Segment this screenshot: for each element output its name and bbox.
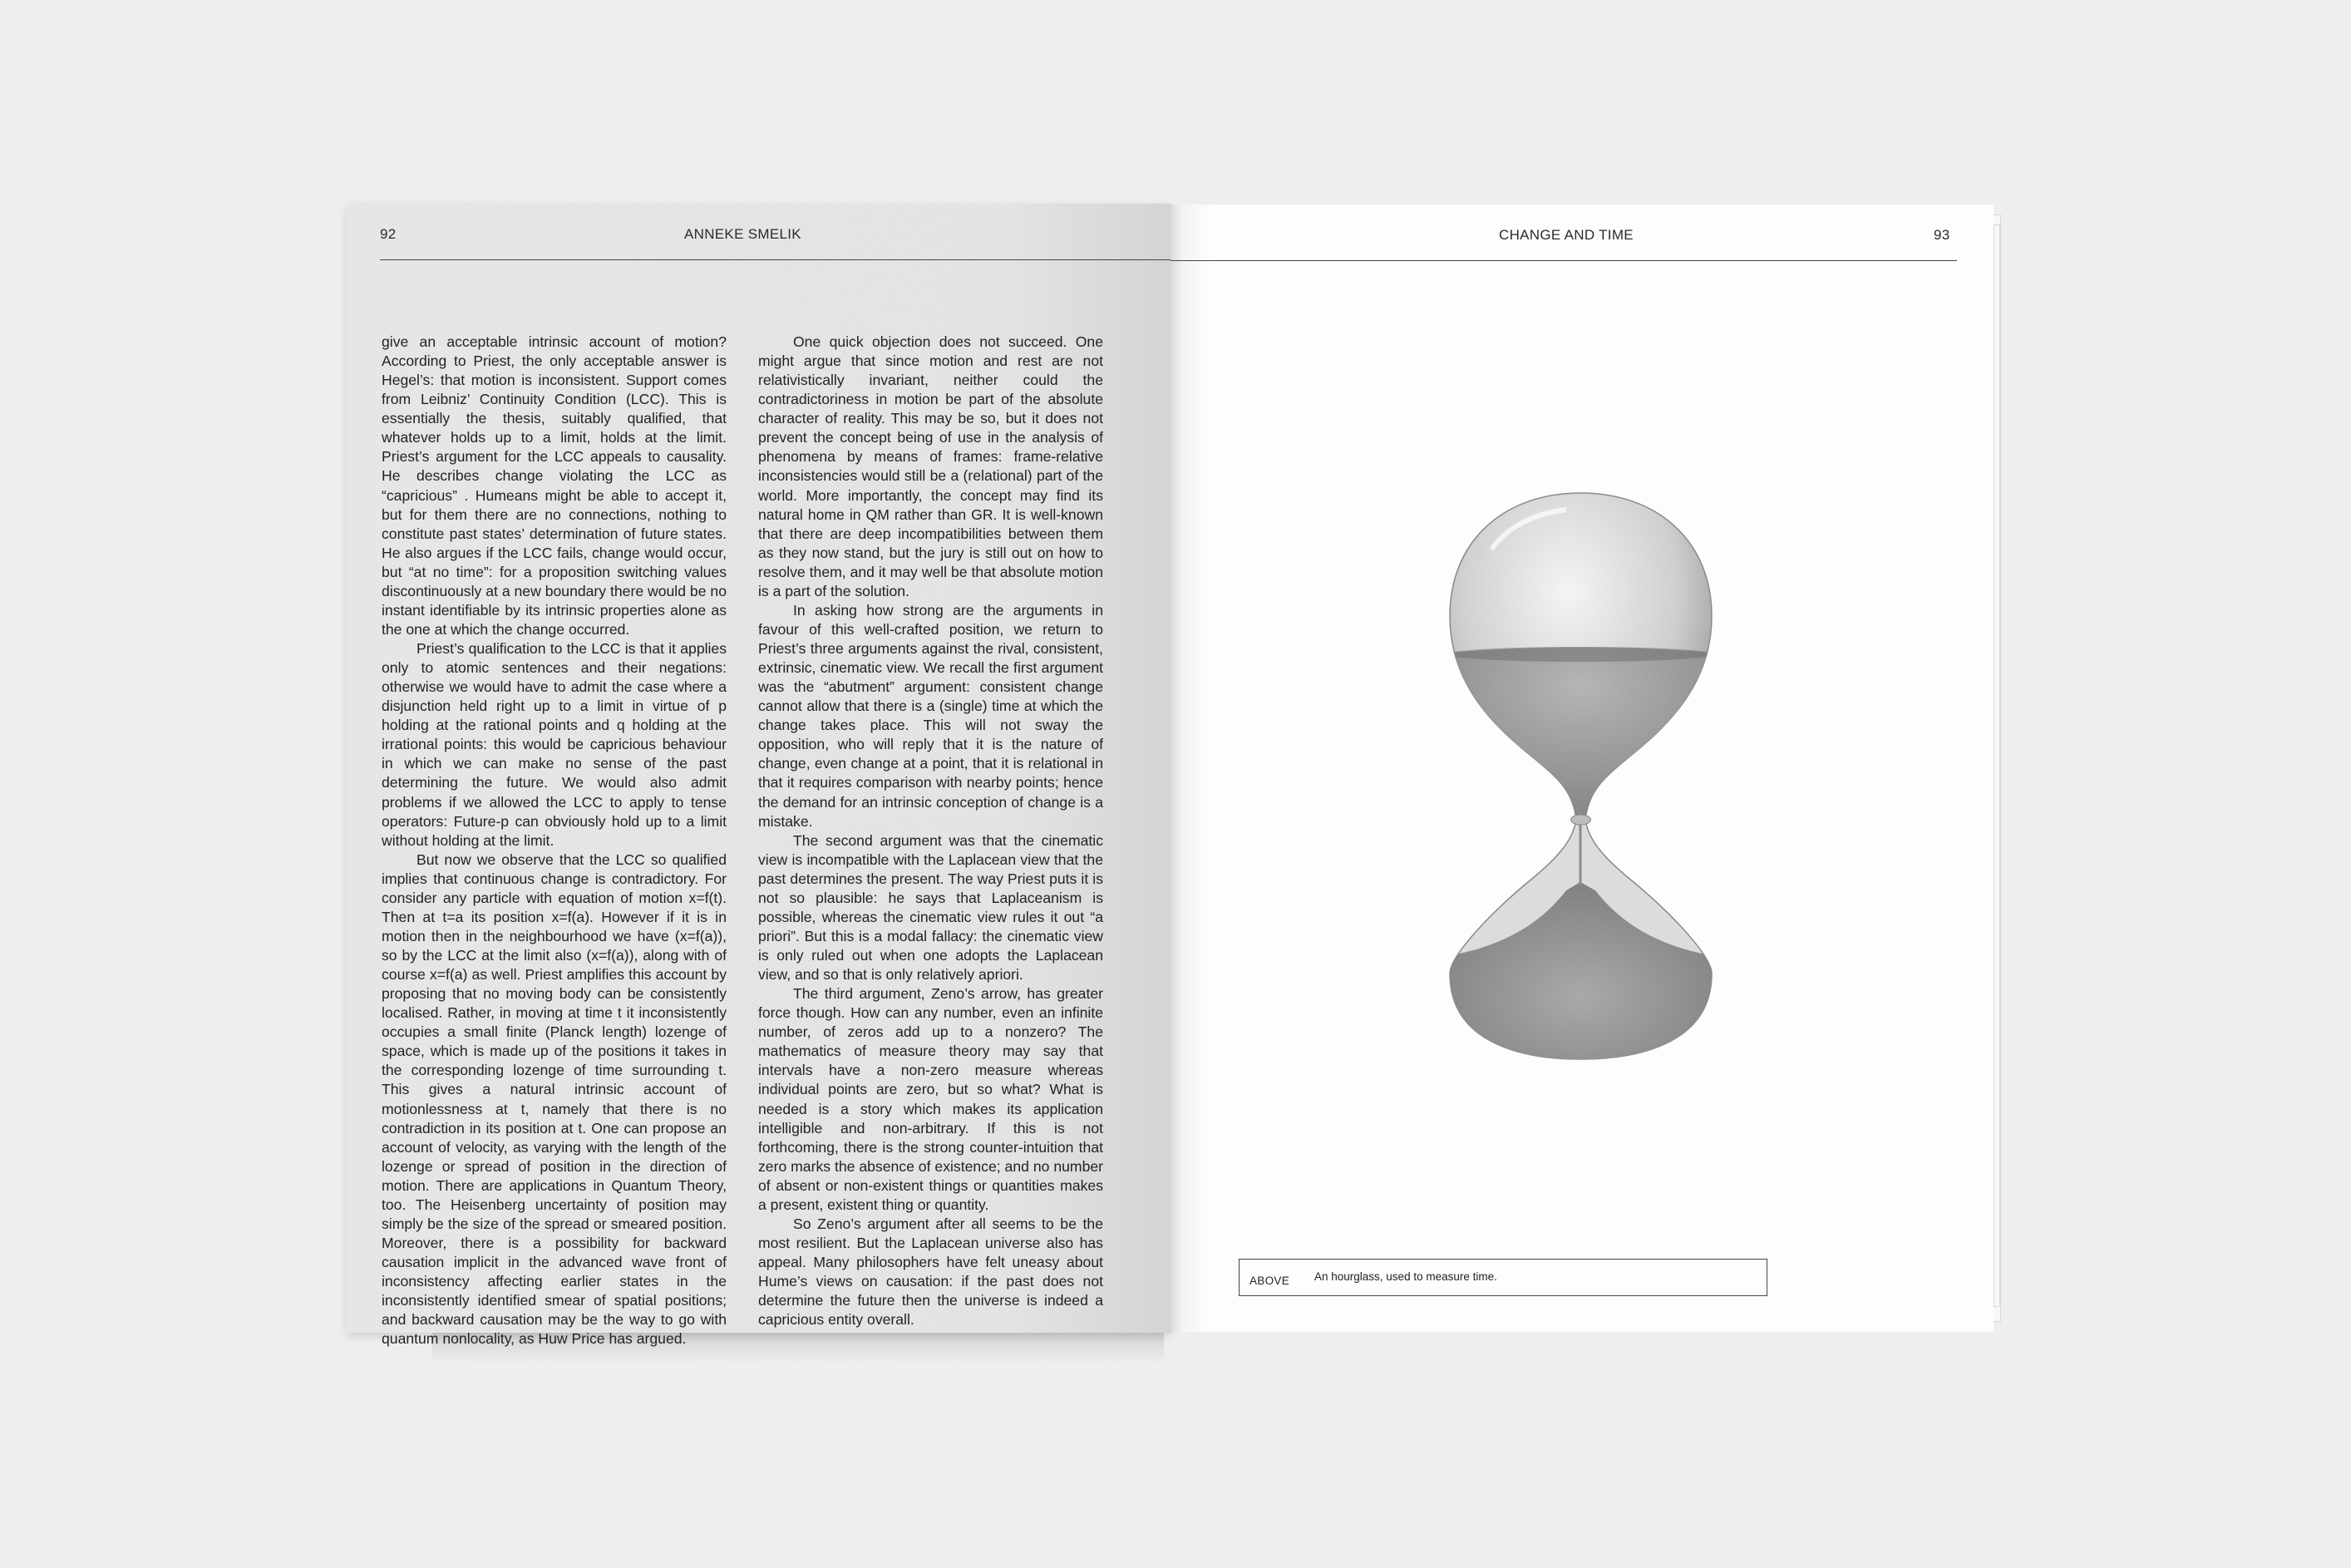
right-header-rule — [1171, 260, 1957, 261]
image-caption — [1239, 1259, 1767, 1296]
left-page — [347, 204, 1171, 1348]
text-column-2 — [758, 333, 1103, 1329]
body-paragraph: In asking how strong are the arguments in favour of this well-crafted position, we return to Priest’s three arguments against the rival, consistent, extrinsic, cinematic view. We recall the first argument was the “abutment” argument: consistent change cannot allow that there is a (single) time at which the change takes place. This will not sway the opposition, who will reply that it is the nature of change, even change at a point, that it is relational in that it requires comparison with nearby points; hence the demand for an intrinsic conception of change is a mistake. — [758, 601, 1103, 830]
page-stack-edge — [1994, 224, 2000, 1307]
body-paragraph: The third argument, Zeno’s arrow, has greater force though. How can any number, even an infinite number, of zeros add up to a nonzero? The mathematics of measure theory may say that intervals have a non-zero measure whereas individual points are zero, but so what? What is needed is a story which makes its application intelligible and non-arbitrary. If this is not forthcoming, there is the strong counter-intuition that zero marks the absence of existence; and no number of absent or non-existent things or quantities makes a present, existent thing or quantity. — [758, 985, 1103, 1213]
body-paragraph: The second argument was that the cinematic view is incompatible with the Laplacean view that the past determines the present. The way Priest puts it is not so plausible: he says that Laplaceanism is possible, whereas the cinematic view rules it out “a priori”. But this is a modal fallacy: the cinematic view is only ruled out when one adopts the Laplacean view, and so that is only relatively apriori. — [758, 831, 1103, 984]
left-running-head: ANNEKE SMELIK — [684, 226, 801, 242]
caption-text: An hourglass, used to measure time. — [1314, 1270, 1497, 1283]
right-page — [1171, 205, 1994, 1332]
body-paragraph: give an acceptable intrinsic account of motion? According to Priest, the only acceptable answer is Hegel’s: that motion is inconsistent. Support comes from Leibniz’ Continuity Condition (LCC). This is essentially the thesis, suitably qualified, that whatever holds up to a limit, holds at the limit. Priest’s argument for the LCC appeals to causality. He describes change violating the LCC as “capricious” . Humeans might be able to accept it, but for them there are no connections, nothing to constitute past states’ determination of future states. He also argues if the LCC fails, change would occur, but “at no time”: for a proposition switching values discontinuously at a new boundary there would be no instant identifiable by its intrinsic properties alone as the one at which the change occurred. — [382, 333, 727, 638]
left-page-number: 92 — [380, 226, 397, 242]
right-page-number: 93 — [1934, 227, 1950, 243]
text-column-1 — [382, 333, 727, 1348]
body-paragraph: So Zeno’s argument after all seems to be the most resilient. But the Laplacean universe also has appeal. Many philosophers have felt uneasy about Hume’s views on causation: if the past does not determine the future then the universe is indeed a capricious entity overall. — [758, 1215, 1103, 1329]
body-paragraph: Priest’s qualification to the LCC is that it applies only to atomic sentences and their negations: otherwise we would have to admit the case where a disjunction held right up to a limit in virtue of p holding at the rational points and q holding at the irrational points: this would be capricious behaviour in which we can make no sense of the past determining the future. We would also admit problems if we allowed the LCC to apply to tense operators: Future-p can obviously hold up to a limit without holding at the limit. — [382, 640, 727, 849]
left-header-rule — [380, 259, 1171, 260]
right-running-head: CHANGE AND TIME — [1499, 227, 1634, 243]
caption-label: ABOVE — [1249, 1275, 1290, 1287]
body-paragraph: But now we observe that the LCC so qualified implies that continuous change is contradictory. For consider any particle with equation of motion x=f(t). Then at t=a its position x=f(a). However if it is in motion then in the neighbourhood we have (x=f(a)), so by the LCC at the limit also (x=f(a)), along with of course x=f(a) as well. Priest amplifies this account by proposing that no moving body can be consistently localised. Rather, in moving at time t it inconsistently occupies a small finite (Planck length) lozenge of space, which is made up of the positions it takes in the corresponding lozenge of time surrounding t. This gives a natural intrinsic account of motionlessness at t, namely that there is no contradiction in its position at t. One can propose an account of velocity, as varying with the length of the lozenge or spread of position in the direction of motion. There are applications in Quantum Theory, too. The Heisenberg uncertainty of position may simply be the size of the spread or smeared position. Moreover, there is a possibility for backward causation implicit in the advanced wave front of inconsistency affecting earlier states in the inconsistently identified smear of spatial positions; and backward causation may be the way to go with quantum nonlocality, as Huw Price has argued. — [382, 851, 727, 1348]
hourglass-image — [1442, 491, 1720, 1061]
body-paragraph: One quick objection does not succeed. One might argue that since motion and rest are not relativistically invariant, neither could the contradictoriness in motion be part of the absolute character of reality. This may be so, but it does not prevent the concept being of use in the analysis of phenomena by means of frames: frame-relative inconsistencies would still be a (relational) part of the world. More importantly, the concept may find its natural home in QM rather than GR. It is well-known that there are deep incompatibilities between them as they now stand, but the jury is still out on how to resolve them, and it may well be that absolute motion is a part of the solution. — [758, 333, 1103, 599]
